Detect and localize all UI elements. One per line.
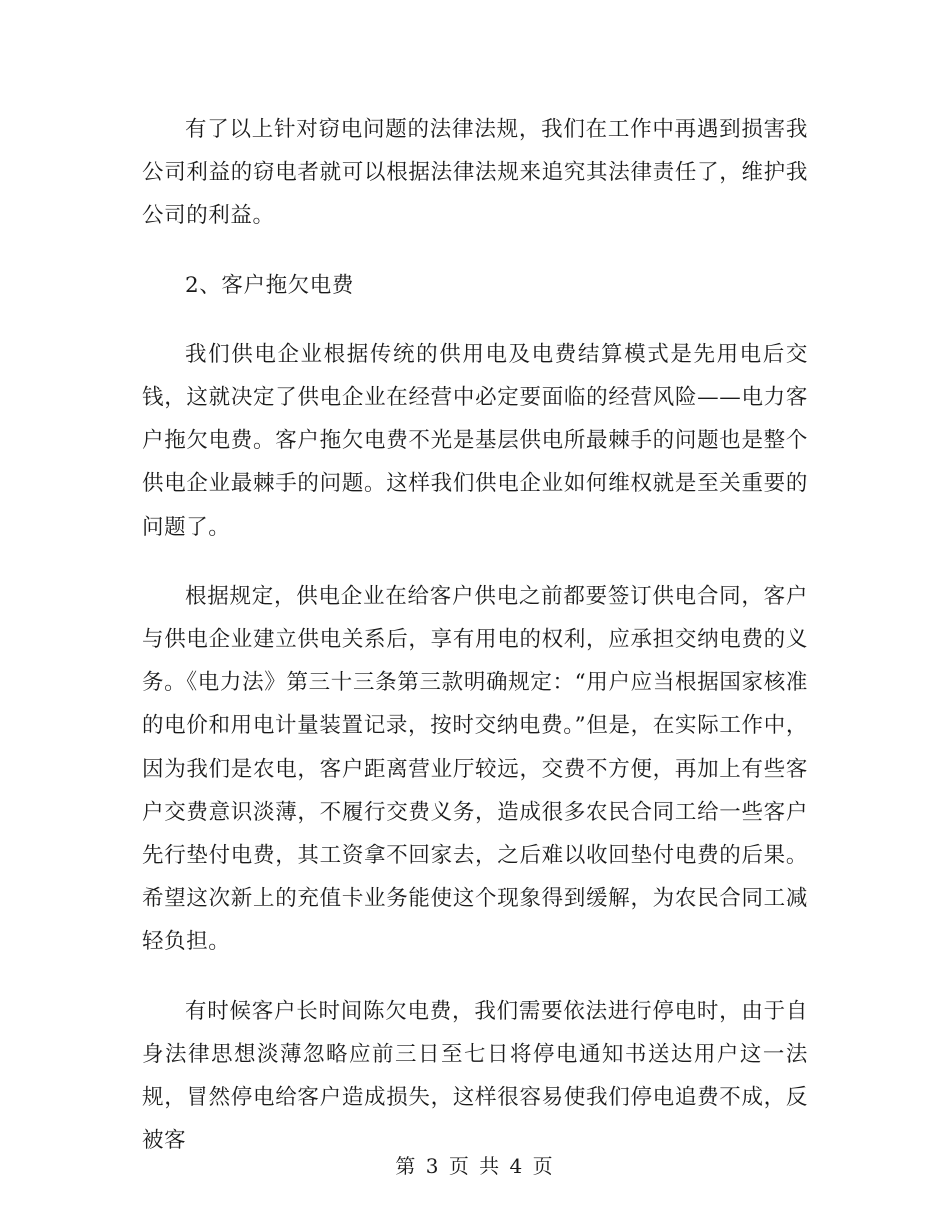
paragraph-legal-recourse: 有了以上针对窃电问题的法律法规，我们在工作中再遇到损害我公司利益的窃电者就可以根据法律法规来追究其法律责任了，维护我公司的利益。: [142, 117, 808, 229]
paragraph-billing-risk: 我们供电企业根据传统的供用电及电费结算模式是先用电后交钱，这就决定了供电企业在经营中必定要面临的经营风险——电力客户拖欠电费。客户拖欠电费不光是基层供电所最棘手的问题也是整个供电企业最棘手的问题。这样我们供电企业如何维权就是至关重要的问题了。: [142, 341, 808, 540]
page-footer: 第 3 页 共 4 页: [395, 1154, 555, 1178]
section-heading-arrears: 2、客户拖欠电费: [185, 272, 354, 298]
paragraph-power-cutoff: 有时候客户长时间陈欠电费，我们需要依法进行停电时，由于自身法律思想淡薄忽略应前三日至七日将停电通知书送达用户这一法规，冒然停电给客户造成损失，这样很容易使我们停电追费不成，反被客: [142, 998, 808, 1154]
paragraph-regulations: 根据规定，供电企业在给客户供电之前都要签订供电合同，客户与供电企业建立供电关系后，享有用电的权利，应承担交纳电费的义务。《电力法》第三十三条第三款明确规定：“用户应当根据国家核准的电价和用电计量装置记录，按时交纳电费。”但是，在实际工作中，因为我们是农电，客户距离营业厅较远，交费不方便，再加上有些客户交费意识淡薄，不履行交费义务，造成很多农民合同工给一些客户先行垫付电费，其工资拿不回家去，之后难以收回垫付电费的后果。希望这次新上的充值卡业务能使这个现象得到缓解，为农民合同工减轻负担。: [142, 583, 808, 955]
document-body: [142, 108, 808, 1188]
